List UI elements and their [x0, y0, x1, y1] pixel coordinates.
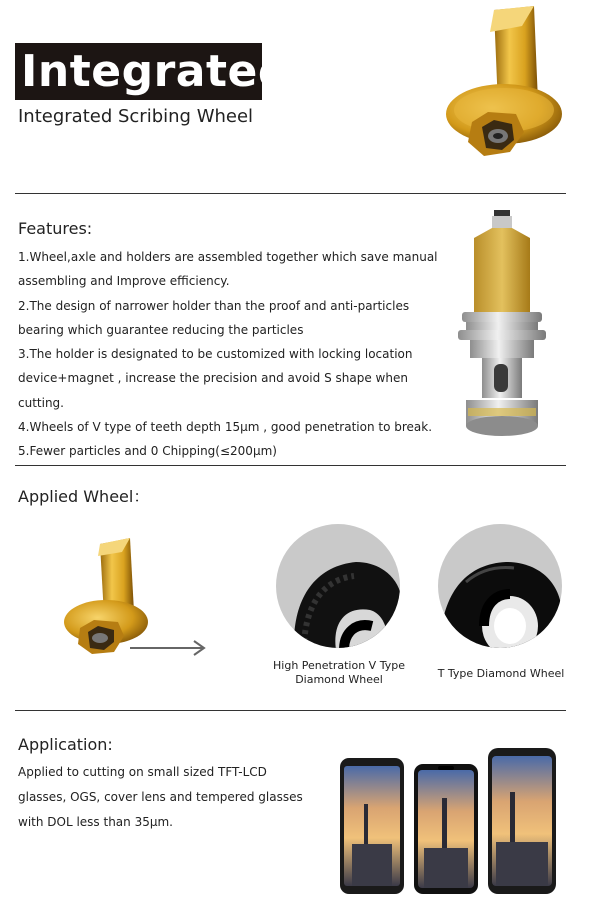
t-type-wheel-image: [436, 522, 564, 650]
feature-item-1: 1.Wheel,axle and holders are assembled together which save manual assembling and Improve efficiency.: [18, 250, 438, 289]
page-title: Integrated: [15, 43, 262, 100]
v-type-wheel-caption: High Penetration V Type Diamond Wheel: [273, 659, 405, 686]
application-text: [18, 760, 318, 835]
phone-right: [488, 748, 556, 894]
phone-middle: [414, 764, 478, 894]
phone-left: [340, 758, 404, 894]
holder-assembly-image: [452, 208, 552, 448]
v-type-wheel-image: [274, 522, 402, 650]
feature-item-4: 4.Wheels of V type of teeth depth 15μm , good penetration to break.: [18, 420, 433, 435]
scribing-wheel-image: [432, 2, 562, 172]
feature-item-2: 2.The design of narrower holder than the proof and anti-particles bearing which guarantee reducing the particles: [18, 298, 410, 337]
divider-1: [15, 193, 566, 194]
page-subtitle: Integrated Scribing Wheel: [18, 106, 254, 127]
application-heading: Application:: [18, 735, 113, 754]
feature-item-3: 3.The holder is designated to be customized with locking location device+magnet , increase the precision and avoid S shape when cutting.: [18, 347, 413, 410]
applied-wheel-heading: Applied Wheel：: [18, 487, 150, 506]
smartphones-image: [338, 744, 560, 896]
application-text-body: Applied to cutting on small sized TFT-LCD glasses, OGS, cover lens and tempered glasses with DOL less than 35μm.: [18, 765, 303, 829]
t-type-wheel-caption: T Type Diamond Wheel: [437, 667, 565, 680]
divider-3: [15, 710, 566, 711]
features-heading: Features:: [18, 219, 93, 238]
arrow-right-icon: [128, 638, 208, 658]
feature-item-5: 5.Fewer particles and 0 Chipping(≤200μm): [18, 444, 277, 459]
features-list: [18, 245, 448, 464]
divider-2: [15, 465, 566, 466]
